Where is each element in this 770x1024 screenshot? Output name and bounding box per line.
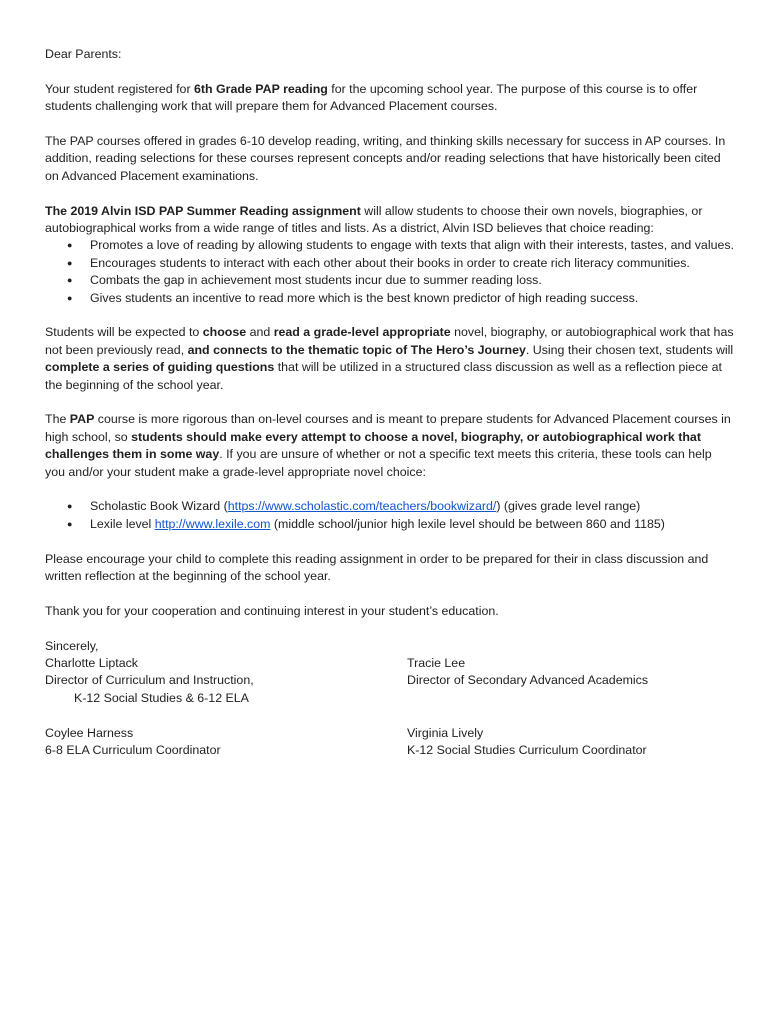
choice-reading-benefits-list (45, 237, 735, 307)
signer-title: K-12 Social Studies Curriculum Coordinator (407, 743, 647, 758)
paragraph-thanks: Thank you for your cooperation and continuing interest in your student’s education. (45, 603, 499, 618)
tools-list (45, 498, 735, 533)
signature-column-right (407, 655, 648, 759)
paragraph-rigor (45, 411, 735, 481)
course-name: 6th Grade PAP reading (194, 81, 328, 96)
letter-body (45, 46, 735, 795)
p4-text: Students will be expected to (45, 325, 203, 340)
signature-column-left (45, 655, 254, 759)
tool-note: (middle school/junior high lexile level should be between 860 and 1185) (270, 516, 665, 531)
list-item: ● Gives students an incentive to read more which is the best known predictor of high reading success. (45, 290, 735, 307)
list-item-book-wizard (45, 498, 735, 515)
p5-bold: PAP (69, 412, 95, 427)
signer-name: Charlotte Liptack (45, 656, 138, 671)
paragraph-summer-reading (45, 203, 735, 238)
p1-text-end: for the upcoming school year. The purpose of this course is to offer students challenging work that will prepare them for Advanced Placement courses. (45, 81, 698, 114)
p5-text: . If you are unsure of whether or not a specific text meets this criteria, these tools can help you and/or your student make a grade-level appropriate novel choice: (45, 447, 712, 479)
paragraph-pap-courses: The PAP courses offered in grades 6-10 develop reading, writing, and thinking skills necessary for success in AP courses. In addition, reading selections for these courses represent concepts and/or reading selections that have historically been cited on Advanced Placement examinations. (45, 134, 726, 183)
signer-title: 6-8 ELA Curriculum Coordinator (45, 743, 221, 758)
tool-label: Lexile level (90, 516, 155, 531)
signer-name: Coylee Harness (45, 725, 134, 740)
p4-text: novel, biography, or autobiographical work that has not been previously read, (45, 325, 734, 357)
signer-name: Tracie Lee (407, 656, 466, 671)
signer-name: Virginia Lively (407, 725, 484, 740)
p4-text: . Using their chosen text, students will (525, 342, 734, 357)
tool-note: ) (gives grade level range) (496, 499, 641, 514)
list-item: ● Encourages students to interact with each other about their books in order to create rich literacy communities. (45, 255, 735, 272)
p4-text: and (246, 325, 274, 340)
lexile-link[interactable]: http://www.lexile.com (154, 516, 271, 531)
p1-text: Your student registered for (45, 81, 195, 96)
spacer (407, 690, 648, 707)
p4-bold: read a grade-level appropriate (273, 325, 451, 340)
assignment-title: The 2019 Alvin ISD PAP Summer Reading assignment (45, 203, 361, 218)
signer-title: K-12 Social Studies & 6-12 ELA (74, 690, 249, 705)
list-item: ● Combats the gap in achievement most students incur due to summer reading loss. (45, 272, 735, 289)
p3-text: will allow students to choose their own novels, biographies, or autobiographical works from a wide range of titles and lists. As a district, Alvin ISD believes that choice reading: (45, 203, 703, 236)
tool-label: Scholastic Book Wizard ( (90, 499, 228, 514)
signer-title: Director of Secondary Advanced Academics (407, 673, 649, 688)
spacer (45, 707, 254, 724)
p5-text: course is more rigorous than on-level courses and is meant to prepare students for Advanced Placement courses in high school, so (45, 412, 731, 444)
list-item: ● Promotes a love of reading by allowing students to engage with texts that align with their interests, tastes, and values. (45, 237, 735, 254)
p5-bold: students should make every attempt to choose a novel, biography, or autobiographical work that challenges them in some way (45, 429, 701, 462)
closing: Sincerely, (45, 638, 99, 653)
p4-bold: complete a series of guiding questions (45, 360, 275, 375)
paragraph-encourage: Please encourage your child to complete this reading assignment in order to be prepared for their in class discussion and written reflection at the beginning of the school year. (45, 551, 709, 584)
p5-text: The (45, 412, 70, 427)
p4-bold: and connects to the thematic topic of The Hero’s Journey (187, 342, 526, 357)
p4-text: that will be utilized in a structured class discussion as well as a reflection piece at the beginning of the school year. (45, 360, 722, 392)
paragraph-course-registration (45, 81, 735, 116)
list-item-lexile (45, 516, 735, 533)
p4-bold: choose (202, 325, 247, 340)
signature-block (45, 655, 735, 795)
scholastic-link[interactable]: https://www.scholastic.com/teachers/bookwizard/ (227, 499, 497, 514)
paragraph-expectations (45, 324, 735, 394)
signer-title: Director of Curriculum and Instruction, (45, 673, 254, 688)
spacer (407, 707, 648, 724)
greeting: Dear Parents: (45, 47, 122, 61)
